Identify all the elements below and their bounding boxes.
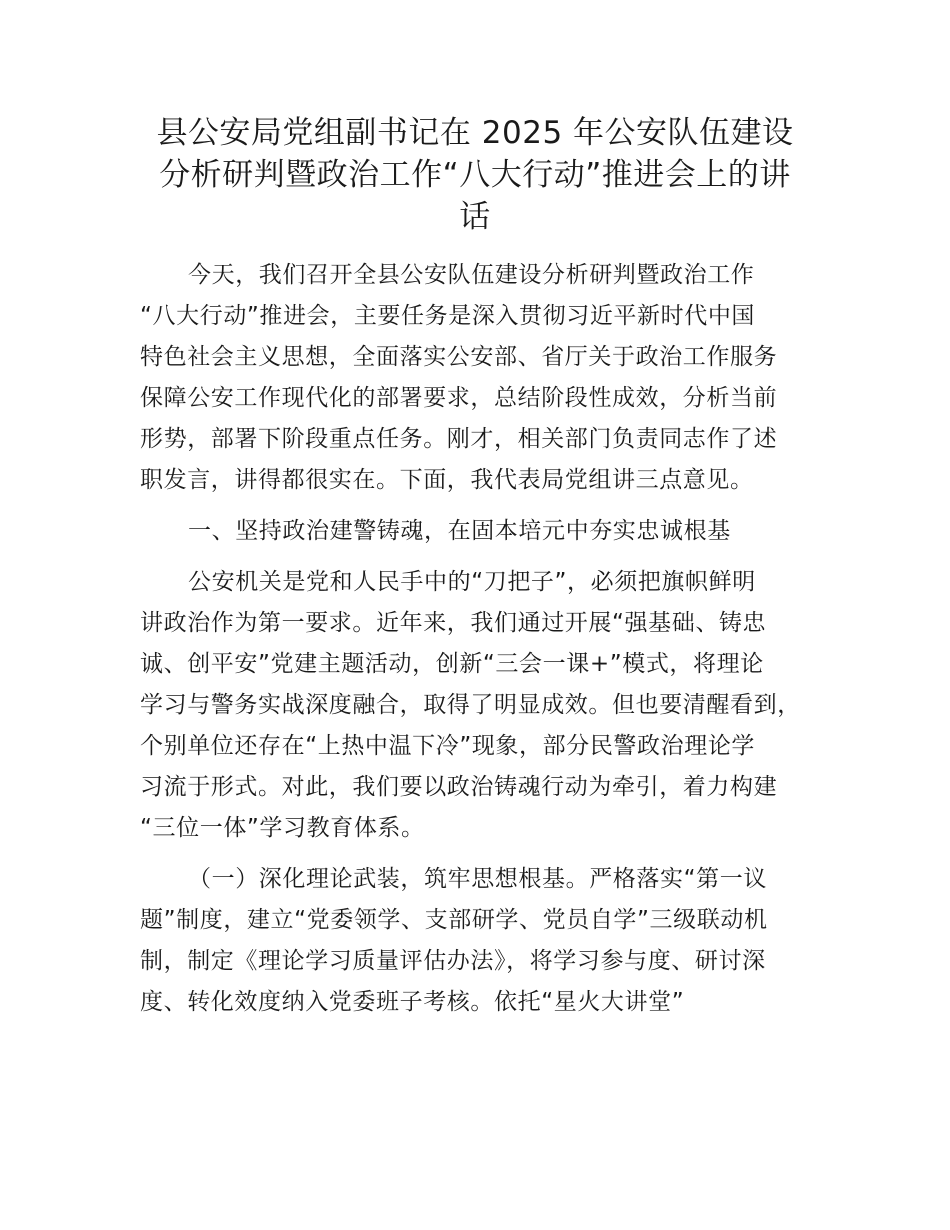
- text-line: 保障公安工作现代化的部署要求，总结阶段性成效，分析当前: [140, 385, 778, 411]
- text-line: “八大行动”推进会，主要任务是深入贯彻习近平新时代中国: [140, 303, 756, 329]
- text-line: 题”制度，建立“党委领学、支部研学、党员自学”三级联动机: [140, 907, 768, 933]
- text-line: 讲政治作为第一要求。近年来，我们通过开展“强基础、铸忠: [140, 610, 767, 636]
- text-line: 一、坚持政治建警铸魂，在固本培元中夯实忠诚根基: [188, 518, 731, 544]
- section-heading-1: [140, 511, 810, 552]
- text-line: 制，制定《理论学习质量评估办法》，将学习参与度、研讨深: [140, 948, 766, 974]
- text-line: 个别单位还存在“上热中温下冷”现象，部分民警政治理论学: [140, 733, 756, 759]
- paragraph-subsection-1: [140, 859, 810, 1023]
- document-title: [140, 112, 810, 238]
- text-line: 度、转化效度纳入党委班子考核。依托“星火大讲堂”: [140, 989, 685, 1015]
- text-line: 形势，部署下阶段重点任务。刚才，相关部门负责同志作了述: [140, 426, 778, 452]
- text-line: 特色社会主义思想，全面落实公安部、省厅关于政治工作服务: [140, 344, 778, 370]
- title-line-1: 县公安局党组副书记在 2025 年公安队伍建设: [156, 115, 794, 151]
- paragraph-intro: [140, 255, 810, 501]
- text-line: 公安机关是党和人民手中的“刀把子”，必须把旗帜鲜明: [188, 569, 756, 595]
- title-line-3: 话: [459, 199, 491, 235]
- text-line: 习流于形式。对此，我们要以政治铸魂行动为牵引，着力构建: [140, 774, 778, 800]
- document-body: [140, 255, 810, 1033]
- title-line-2: 分析研判暨政治工作“八大行动”推进会上的讲: [159, 157, 791, 193]
- text-line: （一）深化理论武装，筑牢思想根基。严格落实“第一议: [188, 866, 767, 892]
- text-line: “三位一体”学习教育体系。: [140, 815, 425, 841]
- text-line: 职发言，讲得都很实在。下面，我代表局党组讲三点意见。: [140, 467, 754, 493]
- text-line: 今天，我们召开全县公安队伍建设分析研判暨政治工作: [188, 262, 755, 288]
- text-line: 学习与警务实战深度融合，取得了明显成效。但也要清醒看到，: [140, 692, 801, 718]
- text-line: 诚、创平安”党建主题活动，创新“三会一课+”模式，将理论: [140, 651, 764, 677]
- paragraph-section-1: [140, 562, 810, 849]
